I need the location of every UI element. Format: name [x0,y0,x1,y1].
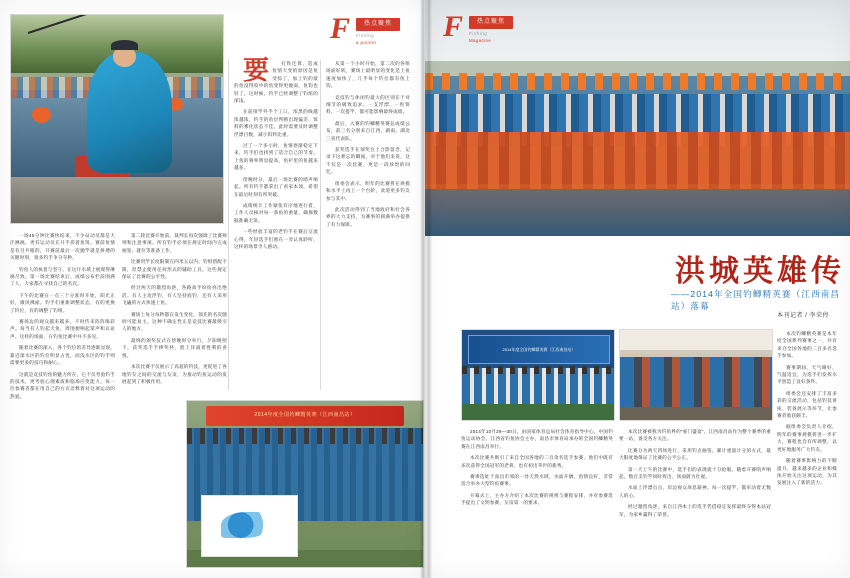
water-reflection [425,184,850,236]
body-paragraph: 经过激烈角逐，来自江西本土的选手凭借稳定发挥最终夺得本站冠军，为家乡赢得了荣誉。 [619,504,771,517]
photo-team-group [186,400,424,568]
text-column-r2 [619,428,771,566]
boat-deck [11,177,223,223]
body-paragraph: 成绩统计工作紧张有序地进行着，工作人员核对每一条鱼的重量，确保数据准确无误。 [234,202,318,223]
body-paragraph: 赛事选址于南昌市郊的一处天然水域，水面开阔，鱼情良好，非常适合举办大型钓鱼赛事。 [461,474,613,487]
article-title: 洪城英雄传 [675,255,845,288]
body-paragraph: 开幕式上，主办方介绍了本次比赛的规则与赛程安排，并对参赛选手提出了文明参赛、友谊第一的要求。 [461,492,613,506]
angler-figure [87,52,172,173]
body-paragraph: 这就是竞技钓鱼的魅力所在，它不仅考验钓手的技术，更考验心理素质和临场应变能力。每一位参赛者都在用自己的方式诠释着对这项运动的热爱。 [10,371,115,399]
article-subtitle: ——2014年全国钓鲫精英赛（江西南昌站）落幕 [671,289,841,311]
column-rule [320,60,321,390]
ceremony-banner-text: 2014年度全国钓鲫精英赛（江西南昌站） [502,346,576,352]
body-paragraph: 组委会表示，明年的比赛将在规模和水平上再上一个台阶，欢迎更多钓友参与其中。 [326,180,410,201]
right-page [425,0,850,578]
body-paragraph: 比赛分为两天四场进行，采用钓点抽签、累计重量计分的方式，最大限度地保证了比赛的公平公正。 [619,447,771,461]
masthead-sub-en: Fishing [469,31,488,36]
body-paragraph: 赛事期间，天气晴好，气温适宜，为选手们发挥水平创造了良好条件。 [777,364,837,385]
umbrellas-row [425,132,850,189]
body-paragraph: 要 打铁还算，造成鱼情大变的原因是鱼受惊了。加上钓的欲的鱼没得咬中的鱼变得更瘦弱，鱼钩也轻了。这时候，钓手已经调整了钓组的深浅。 [234,56,318,104]
body-paragraph: 水面上浮漂点点，岸边观众屏息凝神。每一次提竿，都牵动着无数人的心。 [619,485,771,498]
text-column-4 [326,60,410,390]
masthead-badge-label: 热点聚焦 [476,19,505,25]
body-paragraph: 本次比赛不仅展示了高超的钓技，更促进了各地钓友之间的交流与友谊，为推动钓鱼运动的发展起到了积极作用。 [122,364,227,384]
body-paragraph: 钓鱼人的执着与坚守，在这片水域上展现得淋漓尽致。第一场比赛结束后，成绩公布栏前围满了人，大家都在寻找自己的名次。 [10,266,115,287]
body-paragraph: 最后，入赛的钓鲫精英赛总成绩公布，前三名分别来自江西、湖南、湖北三省代表队。 [326,120,410,141]
body-paragraph: 本次比赛被称为钓鱼界的“豪门盛宴”，江西南昌站作为整个赛季的重要一站，备受各方关注。 [619,429,771,442]
body-paragraph: 下午的比赛在一点三十分准时开始，阳光正好，微风拂面。钓手们重新调整状态，有的更换了钓位，有的调整了钓组。 [10,292,115,313]
body-paragraph: 赛场上每分每秒都在发生变化，领先的名次随时可能易主。这种不确定性正是竞技比赛最吸引人的地方。 [122,311,227,332]
body-paragraph: 在前排竿外半个工口，浓黑的线越浓越浓，钓手的鱼层判断出现偏差，饵料的雾化状态不佳。此时需要及时调整浮漂目数，减小饵料比重。 [234,109,318,137]
masthead-badge-label: 热点聚焦 [363,21,392,27]
body-paragraph: 一场45分钟比赛快结束，不少站动员都是大汗淋漓，更有运动员在开手搓着鱼饵。赛前鱼情是有目共睹的，开赛前最后一次抛竿就是拼搏的关键时刻，很多钓手争分夺秒。 [10,233,115,261]
team-heads [187,428,423,445]
ceremony-heads [462,366,614,374]
masthead-sub-cn: a pointer [356,40,377,45]
angler-cap [111,40,139,50]
body-paragraph: 最终的颁奖仪式在傍晚时分举行，夕阳映照下，获奖选手手捧奖杯，脸上洋溢着胜利的喜悦。 [122,337,227,358]
body-paragraph: 本次钓鲫精英赛是本年度全国系列赛事之一，共有来自全国各地的二百多名选手参加。 [777,331,837,359]
masthead-sub-en: Fishing [356,33,375,38]
paragraph-drop-cap: 要 [243,56,270,85]
team-flag [201,495,297,557]
masthead-drop-cap: F [443,10,464,43]
photo-registration [619,329,773,421]
masthead-sub-cn: Magazine [469,38,492,43]
body-paragraph: 组委会还安排了丰富多彩的交流活动，包括钓技讲座、装备展示等环节，让参赛者收获颇丰。 [777,390,837,419]
photo-ceremony [461,329,615,421]
registration-table [620,407,772,420]
body-paragraph: 比赛用竿长度限制在四米五以内，钓组搭配不限，但禁止使用任何形式的辅助工具。这些规定保证了比赛的公平性。 [122,259,227,280]
registration-people [620,357,772,413]
article-byline: 本刊记者 / 李荣停 [777,313,830,319]
masthead-badge [469,16,513,29]
body-paragraph: 此次活动得到了当地政府和社会各界的大力支持，为赛事的圆满举办提供了有力保障。 [326,206,410,227]
body-paragraph: 经过两天的激烈角逐，各路高手纷纷亮出绝活。有人主攻浮钓，有人坚持底钓，还有人采用飞磕的方式快速上鱼。 [122,285,227,306]
column-rule [228,60,229,390]
body-paragraph: 获奖选手在领奖台上合影留念，记录下这难忘的瞬间。对于他们来说，这不仅是一次比赛，更是一段珍贵的回忆。 [326,147,410,175]
event-banner [206,406,404,426]
photo-anglers-boat [10,14,224,224]
body-paragraph: 过了一个多小时，鱼情逐渐稳定下来，钓手们也找到了适合自己的节奏。上鱼的频率明显提高，鱼护里的鱼越来越多。 [234,143,318,171]
ceremony-banner [468,335,610,364]
body-paragraph: 从第一个小时开始，第二次的各组场面好转，赛场上最明显的变化是上鱼速度加快了，几乎每个钓位都有鱼上钩。 [326,61,410,89]
body-paragraph: 随着赛事影响力的不断提升，越来越多的企业和媒体开始关注这项运动，为其发展注入了新的活力。 [777,458,837,486]
masthead-drop-cap: F [330,12,351,45]
event-banner-text: 2014年度全国钓鲫精英赛（江西南昌站） [254,411,356,418]
text-column-r1 [461,428,613,566]
body-paragraph: 随着比赛的深入，各个钓位的差异逐渐显现。靠近深水区的钓位明显占优，而浅水区的钓手则需要更多的技巧和耐心。 [10,345,115,366]
text-column-3 [234,56,318,390]
tent-canopy [620,330,772,350]
body-paragraph: 傍晚时分，最后一场比赛的哨声响起。所有钓手都拿出了看家本领，希望在最后时刻有所突破。 [234,176,318,197]
masthead-left [330,12,416,52]
body-paragraph: 本次比赛共吸引了来自全国各地的二百余名选手参赛，他们中既有多次获得全国冠军的老将，也有初出茅庐的新秀。 [461,455,613,468]
masthead-badge [356,18,400,31]
body-paragraph: 第二轮比赛开始前，裁判长再次强调了比赛规则和注意事项。所有钓手必须在规定时间内完成抽签、就位等准备工作。 [122,233,227,253]
body-paragraph: 赛场边的观众越来越多，不时传来阵阵喝彩声。每当有人钓起大鱼，周围便响起掌声和议论声。这样的场面，在钓鱼比赛中并不多见。 [10,319,115,339]
body-paragraph: 竞技钓与休闲钓最大的区别在于对细节的极致追求。一支浮漂、一粒饵料、一次提竿，都可能影响最终成绩。 [326,94,410,115]
body-paragraph: 一些经验丰富的老钓手在赛后交流心得，年轻选手们围在一旁认真聆听，这样的场景令人感动。 [234,229,318,249]
body-paragraph: 第一天上午的比赛中，选手们的表现就十分抢眼。随着开赛哨声响起，数百支钓竿同时挥出，场面蔚为壮观。 [619,466,771,480]
text-column-r3 [777,330,837,566]
text-column-1 [10,232,115,568]
masthead-right [443,10,539,54]
float-line [425,73,850,90]
body-paragraph: 据组委会负责人介绍，明年的赛事规模将进一步扩大，赛程也会有所调整，以更好地服务广大钓友。 [777,424,837,452]
fish-logo-icon [221,512,270,538]
body-paragraph: 2014年10月29—30日，由国家体育总局社会体育指导中心、中国钓鱼运动协会、江西省钓鱼协会主办，南昌市体育局承办的全国钓鲫精英赛在江西南昌举行。 [461,429,613,449]
